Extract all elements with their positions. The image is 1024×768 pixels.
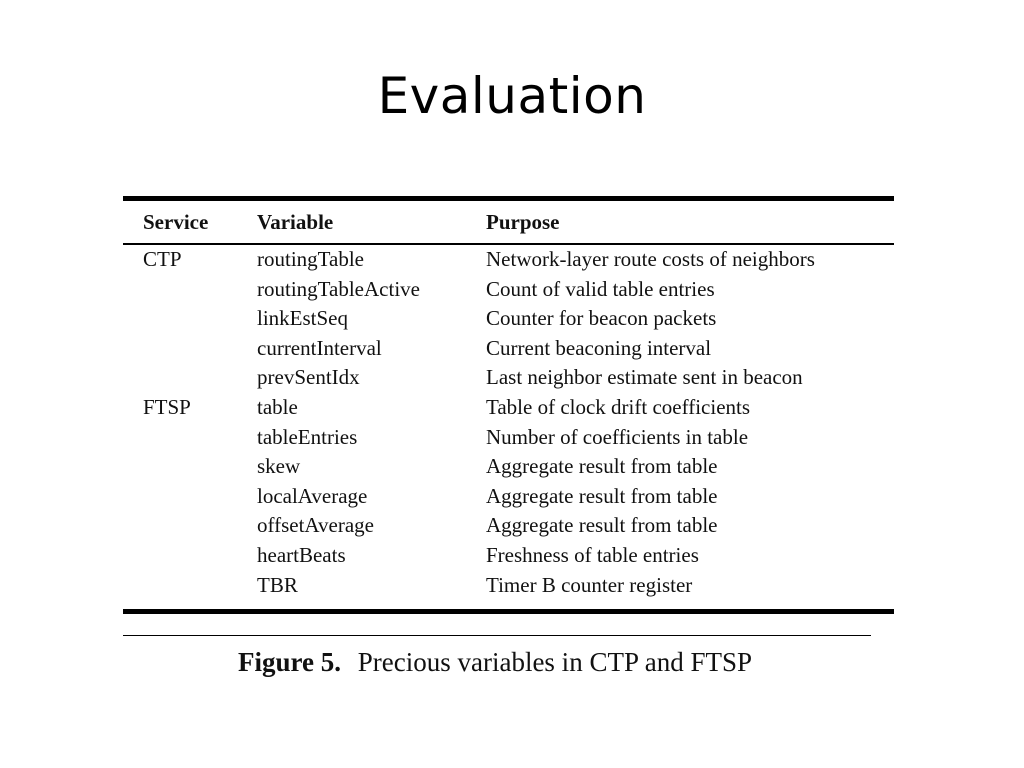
purpose-cell: Timer B counter register — [486, 572, 693, 597]
table-row — [123, 275, 894, 305]
purpose-cell: Aggregate result from table — [486, 483, 718, 508]
header-purpose: Purpose — [486, 210, 560, 234]
variable-cell: currentInterval — [257, 335, 382, 360]
purpose-cell: Aggregate result from table — [486, 454, 718, 479]
service-cell — [123, 541, 257, 571]
variables-table-figure — [123, 196, 894, 614]
figure-label: Figure 5. — [238, 647, 341, 677]
service-cell — [123, 511, 257, 541]
service-cell: FTSP — [143, 394, 191, 419]
purpose-cell: Counter for beacon packets — [486, 306, 717, 331]
service-cell — [123, 423, 257, 453]
service-cell — [123, 334, 257, 364]
service-cell — [123, 275, 257, 305]
table-row — [123, 363, 894, 393]
variable-cell: offsetAverage — [257, 513, 374, 538]
variable-cell: TBR — [257, 572, 298, 597]
purpose-cell: Number of coefficients in table — [486, 424, 749, 449]
service-cell — [123, 482, 257, 512]
service-cell — [123, 363, 257, 393]
header-service: Service — [143, 210, 209, 234]
table-row — [123, 511, 894, 541]
purpose-cell: Aggregate result from table — [486, 513, 718, 538]
variable-cell: prevSentIdx — [257, 365, 360, 390]
service-cell — [123, 304, 257, 334]
service-cell: CTP — [143, 247, 182, 271]
purpose-cell: Freshness of table entries — [486, 542, 699, 567]
variable-cell: routingTableActive — [257, 276, 420, 301]
table-header-row — [123, 201, 894, 243]
variable-cell: linkEstSeq — [257, 306, 349, 331]
table-row — [123, 541, 894, 571]
service-cell — [123, 452, 257, 482]
variable-cell: routingTable — [257, 247, 364, 271]
variables-table — [123, 201, 894, 609]
purpose-cell: Count of valid table entries — [486, 276, 715, 301]
variable-cell: table — [257, 394, 298, 419]
purpose-cell: Current beaconing interval — [486, 335, 712, 360]
caption-divider — [123, 635, 871, 636]
table-row — [123, 304, 894, 334]
table-row — [123, 423, 894, 453]
variable-cell: tableEntries — [257, 424, 358, 449]
service-cell — [123, 571, 257, 610]
variable-cell: localAverage — [257, 483, 368, 508]
table-row — [123, 245, 894, 275]
purpose-cell: Last neighbor estimate sent in beacon — [486, 365, 803, 390]
header-variable: Variable — [257, 210, 334, 234]
variable-cell: heartBeats — [257, 542, 346, 567]
purpose-cell: Table of clock drift coefficients — [486, 394, 751, 419]
table-bottom-rule — [123, 609, 894, 614]
slide-title: Evaluation — [377, 67, 647, 125]
caption-text: Precious variables in CTP and FTSP — [357, 647, 752, 677]
table-row — [123, 571, 894, 610]
purpose-cell: Network-layer route costs of neighbors — [486, 247, 815, 271]
table-row — [123, 334, 894, 364]
table-row — [123, 482, 894, 512]
figure-caption — [0, 644, 990, 680]
table-row — [123, 393, 894, 423]
variable-cell: skew — [257, 454, 301, 479]
table-row — [123, 452, 894, 482]
